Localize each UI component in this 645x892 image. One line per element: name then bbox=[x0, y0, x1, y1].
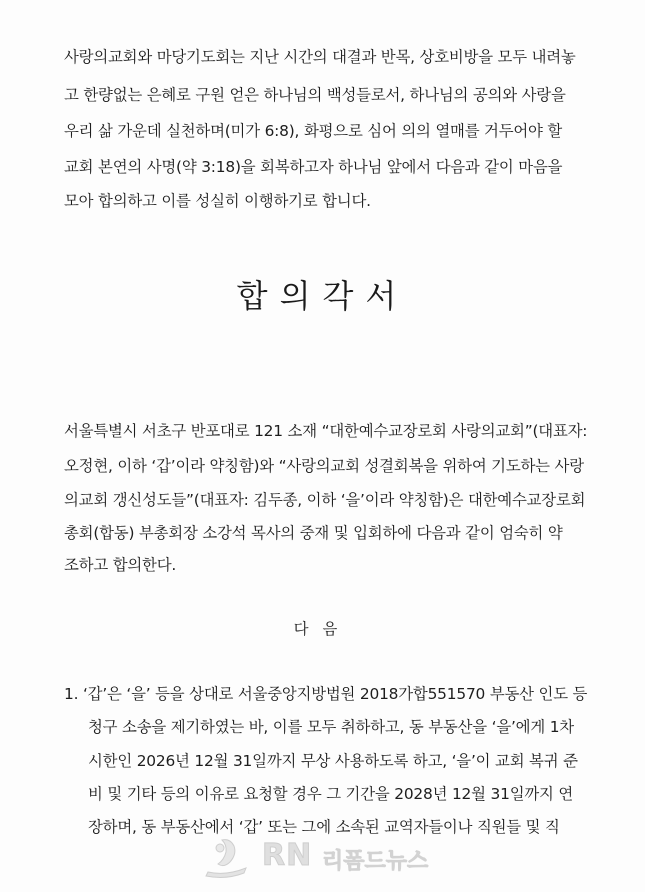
clause-line: 1. ‘갑’은 ‘을’ 등을 상대로 서울중앙지방법원 2018가합551570 부동산 인도 등 bbox=[64, 685, 588, 703]
clause-line: 비 및 기타 등의 이유로 요청할 경우 그 기간을 2028년 12월 31일까지 연 bbox=[88, 785, 574, 803]
preamble-line: 우리 삶 가운데 실천하며(미가 6:8), 화평으로 심어 의의 열매를 거두어야 할 bbox=[64, 122, 563, 140]
clause-line: 장하며, 동 부동산에서 ‘갑’ 또는 그에 소속된 교역자들이나 직원들 및 직 bbox=[88, 818, 560, 836]
clause-line: 시한인 2026년 12월 31일까지 무상 사용하도록 하고, ‘을’이 교회 복귀 준 bbox=[88, 752, 578, 770]
section-heading: 다음 bbox=[293, 620, 352, 638]
parties-line: 서울특별시 서초구 반포대로 121 소재 “대한예수교장로회 사랑의교회”(대표자: bbox=[64, 422, 588, 440]
watermark-name: 리폼드뉴스 bbox=[322, 849, 429, 874]
watermark bbox=[200, 832, 450, 882]
preamble-line: 고 한량없는 은혜로 구원 얻은 하나님의 백성들로서, 하나님의 공의와 사랑을 bbox=[64, 86, 566, 104]
parties-line: 의교회 갱신성도들”(대표자: 김두종, 이하 ‘을’이라 약칭함)은 대한예수교장로회 bbox=[64, 491, 586, 509]
clause-line: 청구 소송을 제기하였는 바, 이를 모두 취하하고, 동 부동산을 ‘을’에게 1차 bbox=[88, 718, 574, 736]
parties-line: 총회(합동) 부총회장 소강석 목사의 중재 및 입회하에 다음과 같이 엄숙히 약 bbox=[64, 524, 563, 542]
parties-line: 오정현, 이하 ‘갑’이라 약칭함)와 “사랑의교회 성결회복을 위하여 기도하는 사랑 bbox=[64, 457, 584, 475]
parties-line: 조하고 합의한다. bbox=[64, 556, 177, 574]
preamble-line: 교회 본연의 사명(약 3:18)을 회복하고자 하나님 앞에서 다음과 같이 마음을 bbox=[64, 158, 563, 176]
reformed-news-logo-icon bbox=[200, 832, 252, 880]
document-title: 합의각서 bbox=[236, 277, 409, 315]
preamble-line: 사랑의교회와 마당기도회는 지난 시간의 대결과 반목, 상호비방을 모두 내려놓 bbox=[64, 48, 576, 66]
watermark-brand: RN bbox=[262, 838, 313, 873]
preamble-line: 모아 합의하고 이를 성실히 이행하기로 합니다. bbox=[64, 192, 371, 210]
